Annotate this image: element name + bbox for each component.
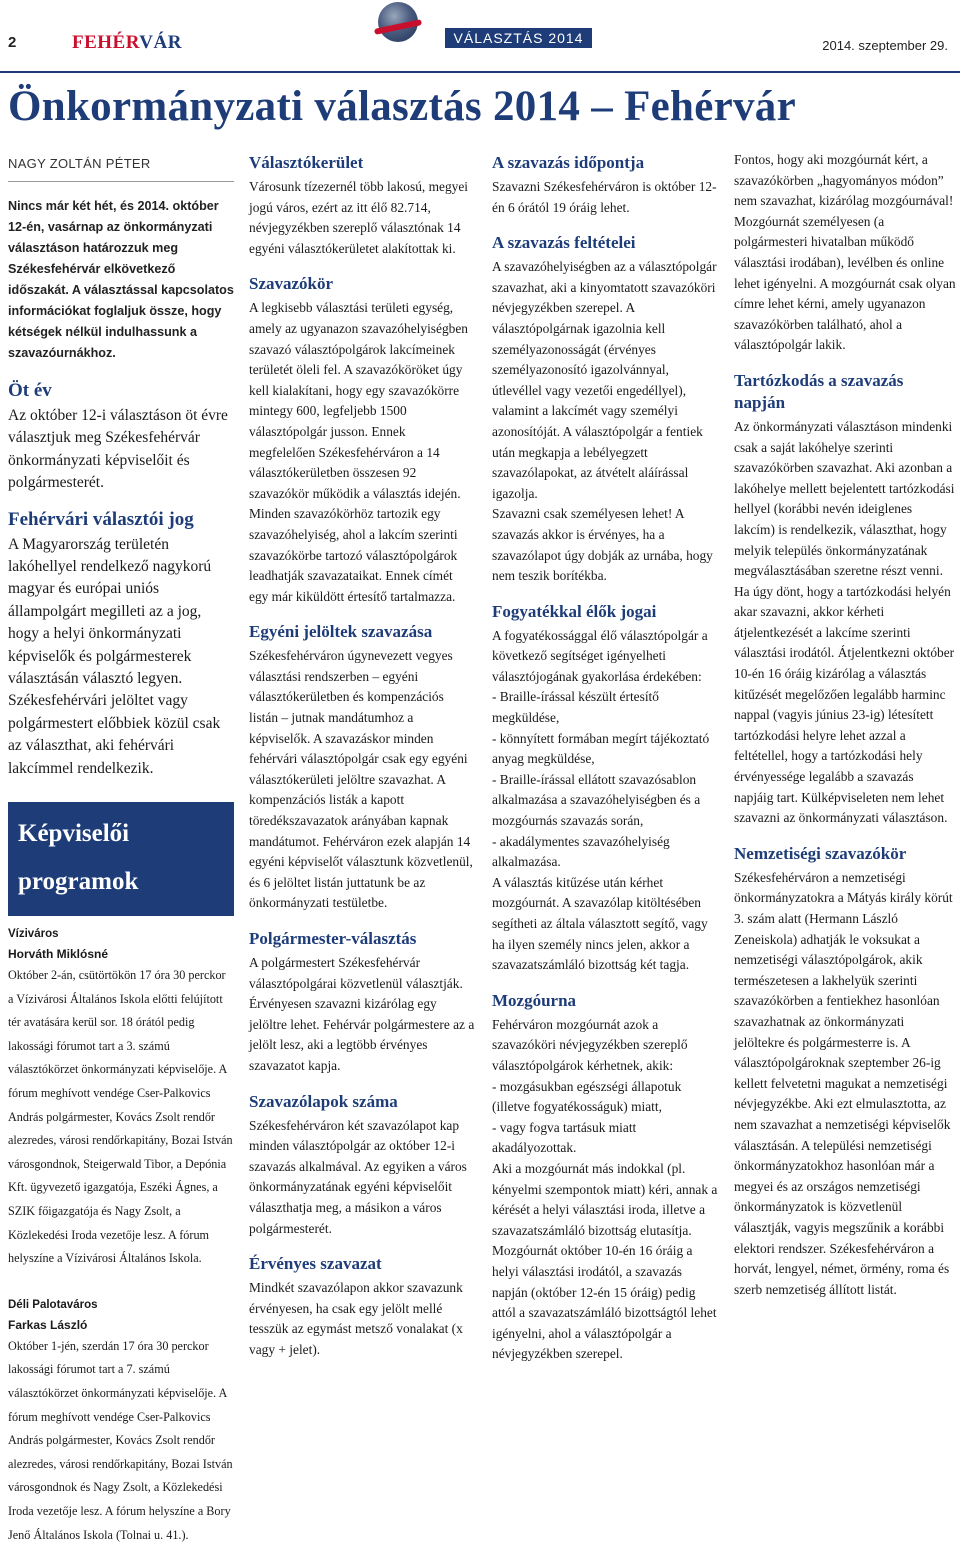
text-mozgourna: Fehérváron mozgóurnát azok a szavazóköri névjegyzékben szereplő választópolgárok kérhetnek, akik: (492, 1016, 688, 1073)
header-divider (0, 71, 960, 73)
issue-date: 2014. szeptember 29. (822, 38, 948, 53)
heading-fogyatekkal: Fogyatékkal élők jogai (492, 601, 657, 621)
text-szavazolapok: Székesfehérváron két szavazólapot kap minden választópolgár az október 12-i szavazás alkalmával. Az egyiken a város önkormányzatának egyéni képviselőit választhatja meg, a másikon a város polgármesterét. (249, 1117, 467, 1236)
column-3 (492, 150, 718, 1365)
program-text: Október 1-jén, szerdán 17 óra 30 perckor lakossági fórumot tart a 7. számú választókörzet önkormányzati képviselője. A fórum meghívott vendége Cser-Palkovics András polgármester, Kovács Zsolt rendőr alezredes, városi rendőrkapitány, Bozai István városgondnok és Nagy Zsolt, a Közlekedési Iroda vezetője lesz. A fórum helyszíne a Bory Jenő Általános Iskola (Tolnai u. 41.). (8, 1338, 233, 1542)
text-polgarmester: A polgármestert Székesfehérvár választópolgárai közvetlenül választják. Érvényesen szavazni kizárólag egy jelöltre lehet. Fehérvár polgármestere az a jelölt lesz, aki a legtöbb érvényes szavazatot kapja. (249, 955, 475, 1073)
text-valasztoi-jog: A Magyarország területén lakóhellyel rendelkező nagykorú magyar és európai uniós állampolgárt megilleti az a jog, hogy a helyi önkormányzati képviselők és polgármesterek választásán választó legyen. Székesfehérvári jelöltet vagy polgármestert előbbiek közül csak az választhat, aki fehérvári lakcímmel rendelkezik. (8, 535, 221, 777)
district-deli-palotavaros: Déli Palotaváros (8, 1298, 98, 1311)
heading-valasztoi-jog: Fehérvári választói jog (8, 508, 194, 530)
programs-banner (8, 802, 234, 912)
column-2 (249, 150, 475, 1361)
programs-body (8, 912, 234, 1547)
heading-feltetelei: A szavazás feltételei (492, 233, 636, 253)
list-item: - vagy fogva tartásuk miatt akadályozottak. (492, 1119, 637, 1156)
text-nemzetisegi: Székesfehérváron a nemzetiségi önkormányzatokra a Mátyás király körút 3. szám alatt (Hermann László Zeneiskola) adhatják le voksukat a nemzetiségi választópolgárok, akik természetesen a lakhelyük szerinti szavazókörben a fentiekhez hasonlóan szavazhatnak az önkormányzati jelöltekre és polgármesterre is. A választópolgároknak szeptember 26-ig kellett felvetetni magukat a nemzetiségi névjegyzékbe. Aki ezt elmulasztotta, az nem szavazhat a nemzetiségi képviselők választásán. A települési nemzetiségi önkormányzatokhoz hasonlóan már a megyei és az országos nemzetiségi önkormányzatok is közvetlenül választják, vagyis megszűnik a korábbi elektori rendszer. Székesfehérváron a horvát, lengyel, német, örmény, roma és szerb nemzetiség állított listát. (734, 869, 953, 1297)
heading-mozgourna: Mozgóurna (492, 990, 577, 1010)
representative-name: Farkas László (8, 1317, 88, 1332)
programs-title: Képviselői programok (18, 820, 139, 896)
text-szemelyesen: Szavazni csak személyesen lehet! A szavazás akkor is érvényes, ha a szavazólapot úgy dobják az urnába, hogy nem teszik borítékba. (492, 506, 713, 584)
text-mozgourna-folytatas: Fontos, hogy aki mozgóurnát kért, a szavazókörben „hagyományos módon” nem szavazhat, kizárólag mozgóurnával! Mozgóurnát személyesen (a polgármesteri hivatalban működő választási irodában), levélben és online lehet igényelni. A mozgóurnát csak olyan címre lehet kérni, amely ugyanazon szavazókörben található, ahol a választópolgár lakik. (734, 152, 956, 353)
text-szavazokor: A legkisebb választási területi egység, amely az ugyanazon szavazóhelyiségben szavazó választópolgárok lakcímeinek területét öleli fel. A szavazóköröket úgy kell kialakítani, hogy egy szavazókörre mintegy 600, legfeljebb 1500 választópolgár jusson. Ennek megfelelően Székesfehérváron a 14 választókerületben összesen 92 szavazókör működik a választás idején. Minden szavazókörhöz tartozik egy szavazóhelyiség, ahol a lakcím szerinti szavazókörbe tartozó választópolgárok leadhatják szavazataikat. Ennek címét egy már kiküldött értesítő tartalmazza. (249, 300, 468, 604)
page-header (0, 0, 960, 78)
text-fogyatekkal: A fogyatékossággal élő választópolgár a következő segítséget igényelheti választójogának gyakorlása érdekében: (492, 627, 708, 684)
text-ot-ev: Az október 12-i választáson öt évre választjuk meg Székesfehérvár önkormányzati képviselőit és polgármesterét. (8, 407, 228, 492)
heading-polgarmester: Polgármester-választás (249, 929, 417, 948)
page-number: 2 (8, 34, 17, 51)
heading-nemzetisegi: Nemzetiségi szavazókör (734, 843, 907, 863)
byline: NAGY ZOLTÁN PÉTER (8, 150, 234, 182)
heading-tartozkodas: Tartózkodás a szavazás napján (734, 370, 904, 412)
list-item: - Braille-írással készült értesítő megküldése, (492, 689, 659, 726)
heading-szavazolapok: Szavazólapok száma (249, 1091, 398, 1111)
heading-egyeni-jeloltek: Egyéni jelöltek szavazása (249, 622, 433, 642)
heading-ot-ev: Öt év (8, 380, 52, 401)
heading-szavazokor: Szavazókör (249, 274, 334, 294)
text-feltetelei: A szavazóhelyiségben az a választópolgár szavazhat, aki a kinyomtatott szavazóköri névjegyzékben szerepel. A választópolgárnak igazolnia kell személyazonosságát (érvényes személyazonosító igazolvánnyal, útlevéllel vagy vezetői engedéllyel), valamint a lakcímét vagy személyi azonosítóját. A választópolgár a fentiek után megkapja a lebélyegzett szavazólapokat, az átvételt aláírással igazolja. (492, 259, 717, 501)
column-4 (734, 150, 956, 1300)
list-item: - akadálymentes szavazóhelyiség alkalmazása. (492, 833, 670, 870)
text-mozgourna-reszletek: Aki a mozgóurnát más indokkal (pl. kényelmi szempontok miatt) kéri, annak a kérését a helyi választási iroda, illetve a szavazatszámláló bizottság elutasítja. Mozgóurnát október 10-én 16 óráig a helyi választási irodától, a szavazás napján (október 12-én 15 óráig) pedig attól a szavazatszámláló bizottságtól lehet igényelni, ahol a választópolgár a névjegyzékben szerepel. (492, 1160, 718, 1362)
list-item: - Braille-írással ellátott szavazósablon alkalmazása a szavazóhelyiségben és a mozgóurnás szavazás során, (492, 771, 701, 829)
brand-logo: FEHÉRVÁR (72, 32, 182, 53)
list-item: - mozgásukban egészségi állapotuk (illetve fogyatékosságuk) miatt, (492, 1078, 682, 1115)
program-text: Október 2-án, csütörtökön 17 óra 30 perckor a Vízivárosi Általános Iskola előtti felújított tér avatására kerül sor. 18 órától pedig lakossági fórumot tart a 3. számú választókörzet önkormányzati képviselője. A fórum meghívott vendége Cser-Palkovics András polgármester, Kovács Zsolt rendőr alezredes, városi rendőrkapitány, Bozai István városgondnok, Steigerwald Tibor, a Depónia Kft. ügyvezető igazgatója, Eszéki Ágnes, a SZIK főigazgatója és Nagy Zsolt, a Közlekedési Iroda vezetője lesz. A fórum helyszíne a Vízivárosi Általános Iskola. (8, 968, 233, 1266)
text-mozgourna-keres: A választás kitűzése után kérhet mozgóurnát. A szavazólap kitöltésében segítheti az általa választott segítő, vagy ha ilyen személy nincs jelen, akkor a szavazatszámláló bizottság két tagja. (492, 874, 708, 973)
text-tartozkodas: Az önkormányzati választáson mindenki csak a saját lakóhelye szerinti szavazókörben szavazhat. Aki azonban a lakóhelye mellett bejelentett tartózkodási hellyel (korábbi nevén ideiglenes lakcím) is rendelkezik, választhat, hogy melyik település önkormányzatának megválasztásában szeretne részt venni. Ha úgy dönt, hogy a tartózkodási helyén akar szavazni, akkor kérheti átjelentkezését a lakcíme szerinti választási irodától. Átjelentkezni október 10-én 16 óráig kizárólag a választás kitűzését megelőzően legalább harminc nappal (vagyis június 23-ig) létesített tartózkodási helyre lehet azzal a feltétellel, hogy a tartózkodási hely érvényessége legalább a szavazás napjáig tart. Külképviseleten nem lehet szavazni az önkormányzati választáson. (734, 418, 955, 826)
text-egyeni-jeloltek: Székesfehérváron úgynevezett vegyes választási rendszerben – egyéni választókerületben és kompenzációs listán – jutnak mandátumhoz a képviselők. A szavazáskor minden fehérvári választópolgár csak egy egyéni választókerületi jelöltre szavazhat. A kompenzációs listák a kapott töredékszavazatok arányában kapnak mandátumot. Fehérváron ezek alapján 14 egyéni képviselőt választunk közvetlenül, és 6 jelöltet listán juttatunk be az önkormányzati testületbe. (249, 648, 473, 911)
column-1 (8, 150, 234, 1547)
globe-icon (378, 2, 418, 42)
page-title: Önkormányzati választás 2014 – Fehérvár (8, 83, 796, 130)
heading-idopont: A szavazás időpontja (492, 153, 645, 172)
list-item: - könnyített formában megírt tájékoztató anyag megküldése, (492, 730, 710, 767)
representative-name: Horváth Miklósné (8, 947, 109, 962)
text-idopont: Szavazni Székesfehérváron is október 12-én 6 órától 19 óráig lehet. (492, 179, 717, 215)
section-tag: VÁLASZTÁS 2014 (445, 28, 592, 48)
heading-ervenyes-szavazat: Érvényes szavazat (249, 1254, 382, 1274)
lead-paragraph: Nincs már két hét, és 2014. október 12-én, vasárnap az önkormányzati választáson határozzuk meg Székesfehérvár elkövetkező időszakát. A választással kapcsolatos információkat foglaljuk össze, hogy kétségek nélkül indulhassunk a szavazóurnákhoz. (8, 199, 234, 360)
heading-valasztokerulet: Választókerület (249, 153, 364, 172)
district-viziváros: Víziváros (8, 928, 59, 941)
text-ervenyes-szavazat: Mindkét szavazólapon akkor szavazunk érvényesen, ha csak egy jelölt mellé tesszük az egymást metsző vonalakat (x vagy + jelet). (249, 1280, 463, 1357)
text-valasztokerulet: Városunk tízezernél több lakosú, megyei jogú város, ezért az itt élő 82.714, névjegyzékben szereplő választónak 14 egyéni választókerületet alakítottak ki. (249, 179, 469, 256)
